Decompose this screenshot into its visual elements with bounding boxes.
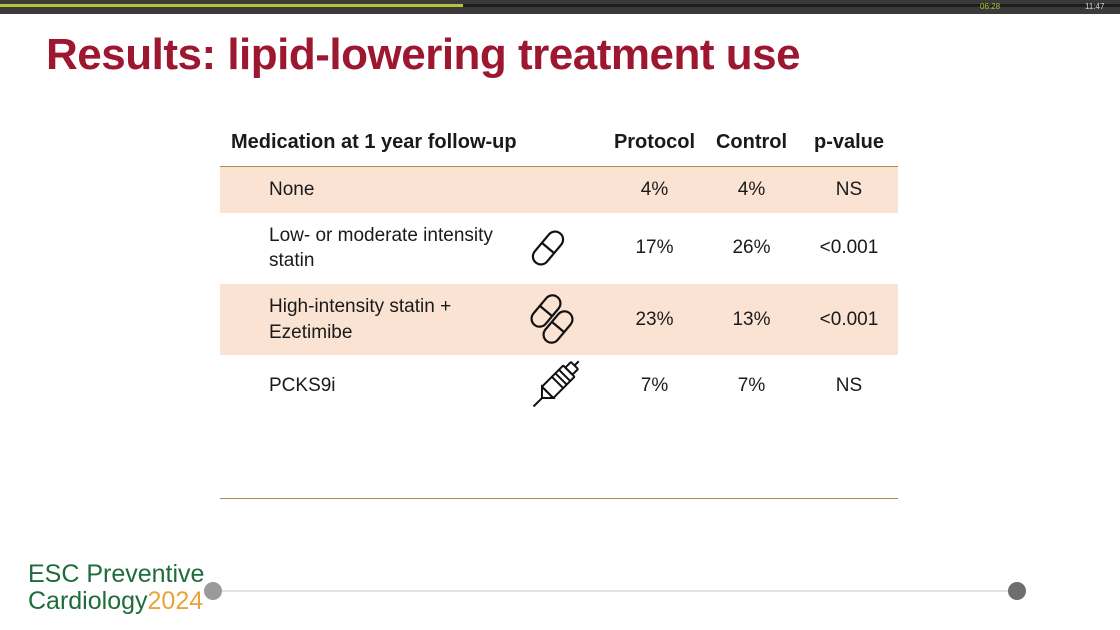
elapsed-time-label: 06:28 [980,2,1001,11]
cell-control: 4% [703,167,800,213]
column-header-pvalue: p-value [800,117,898,167]
logo-line-2 [28,588,204,615]
cell-medication: PCKS9i [269,375,336,397]
table-row [220,284,898,355]
cell-medication: Low- or moderate intensity statin [269,224,493,272]
results-table [220,117,898,417]
cell-control: 26% [732,237,771,259]
cell-control: 7% [737,375,766,397]
conference-logo [28,561,204,615]
cell-medication: None [220,167,520,213]
column-header-medication: Medication at 1 year follow-up [220,117,606,167]
cell-protocol: 17% [635,237,674,259]
table-header [220,117,898,167]
video-player-bar[interactable] [0,0,1120,14]
cell-control: 13% [703,284,800,355]
cell-pvalue: <0.001 [800,284,898,355]
cell-medication: High-intensity statin + Ezetimibe [220,284,520,355]
cell-protocol: 7% [640,375,669,397]
cell-icon [520,167,606,213]
table-row [220,355,898,417]
syringe-icon [520,355,606,417]
total-time-label: 11:47 [1085,2,1105,11]
next-slide-dot[interactable] [1008,582,1026,600]
column-header-control: Control [703,117,800,167]
table-row [220,167,898,213]
capsule-icon [520,220,606,276]
cell-icon [520,284,606,355]
logo-line-1: ESC Preventive [28,560,205,588]
cell-icon [520,213,606,284]
cell-protocol: 23% [606,284,703,355]
double-capsule-icon [520,291,606,349]
cell-icon [520,355,606,417]
table-bottom-rule [220,498,898,499]
cell-pvalue: <0.001 [819,237,879,259]
logo-line-2-text: Cardiology [28,587,148,615]
column-header-protocol: Protocol [606,117,703,167]
slide-scrubber-track[interactable] [210,590,1022,592]
progress-bar-remaining[interactable] [463,4,1120,7]
cell-pvalue: NS [800,167,898,213]
cell-protocol: 4% [606,167,703,213]
page-title: Results: lipid-lowering treatment use [46,30,801,79]
table-body [220,167,898,418]
progress-bar-played[interactable] [0,4,463,7]
cell-pvalue: NS [835,375,863,397]
logo-year: 2024 [147,587,204,615]
previous-slide-dot[interactable] [204,582,222,600]
table-row [220,213,898,284]
